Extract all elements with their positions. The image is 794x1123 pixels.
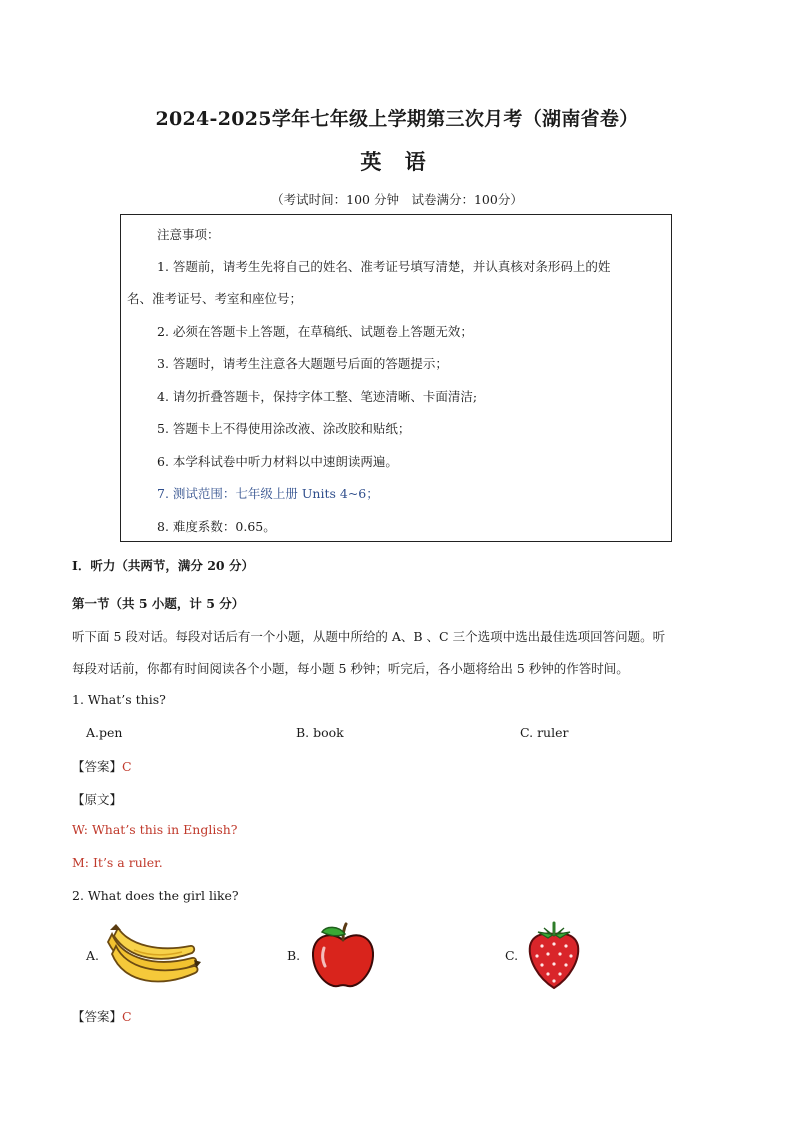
q2-option-b: B.: [287, 948, 301, 963]
notice-box: [120, 214, 672, 542]
instructions-line-1: 听下面 5 段对话。每段对话后有一个小题，从题中所给的 A、B 、C 三个选项中选出最佳选项回答问题。听: [72, 629, 666, 644]
banana-image: [104, 920, 202, 990]
subsection-title: 第一节（共 5 小题，计 5 分）: [72, 596, 245, 611]
instructions-line-2: 每段对话前，你都有时间阅读各个小题，每小题 5 秒钟；听完后，各小题将给出 5 秒钟的作答时间。: [72, 661, 629, 676]
q2-answer-value: C: [122, 1009, 132, 1024]
q2-option-c: C.: [505, 948, 519, 963]
subject-heading: 英 语: [360, 149, 434, 174]
q1-line-m: M: It’s a ruler.: [72, 855, 163, 870]
part-title: I．听力（共两节，满分 20 分）: [72, 558, 254, 573]
q1-source-label: 【原文】: [72, 792, 123, 807]
q1-question: 1. What’s this?: [72, 692, 166, 707]
notice-item-6: 6. 本学科试卷中听力材料以中速朗读两遍。: [157, 454, 398, 469]
notice-item-4: 4. 请勿折叠答题卡，保持字体工整、笔迹清晰、卡面清洁;: [157, 389, 478, 404]
notice-item-3: 3. 答题时，请考生注意各大题题号后面的答题提示；: [157, 356, 448, 371]
notice-item-1: 1. 答题前，请考生先将自己的姓名、准考证号填写清楚，并认真核对条形码上的姓: [157, 259, 611, 274]
notice-item-1-cont: 名、准考证号、考室和座位号；: [127, 291, 303, 306]
q1-answer-value: C: [122, 759, 132, 774]
strawberry-image: [524, 920, 584, 990]
q2-answer-label: 【答案】: [72, 1009, 123, 1024]
apple-image: [308, 922, 378, 990]
q1-option-c: C. ruler: [520, 725, 569, 740]
q1-line-w: W: What’s this in English?: [72, 822, 238, 837]
q1-option-a: A.pen: [86, 725, 123, 740]
notice-item-2: 2. 必须在答题卡上答题，在草稿纸、试题卷上答题无效；: [157, 324, 473, 339]
q2-question: 2. What does the girl like?: [72, 888, 239, 903]
notice-item-7: 7. 测试范围：七年级上册 Units 4~6；: [157, 486, 379, 501]
exam-title: 2024-2025学年七年级上学期第三次月考（湖南省卷）: [155, 108, 639, 130]
exam-time-info: （考试时间：100 分钟 试卷满分：100分）: [271, 192, 523, 207]
notice-heading: 注意事项：: [157, 227, 220, 242]
q1-answer: [72, 757, 132, 775]
q1-option-b: B. book: [296, 725, 344, 740]
q2-answer: [72, 1007, 132, 1025]
notice-item-8: 8. 难度系数：0.65。: [157, 519, 276, 534]
q2-option-a: A.: [86, 948, 100, 963]
notice-item-5: 5. 答题卡上不得使用涂改液、涂改胶和贴纸；: [157, 421, 411, 436]
q1-answer-label: 【答案】: [72, 759, 123, 774]
